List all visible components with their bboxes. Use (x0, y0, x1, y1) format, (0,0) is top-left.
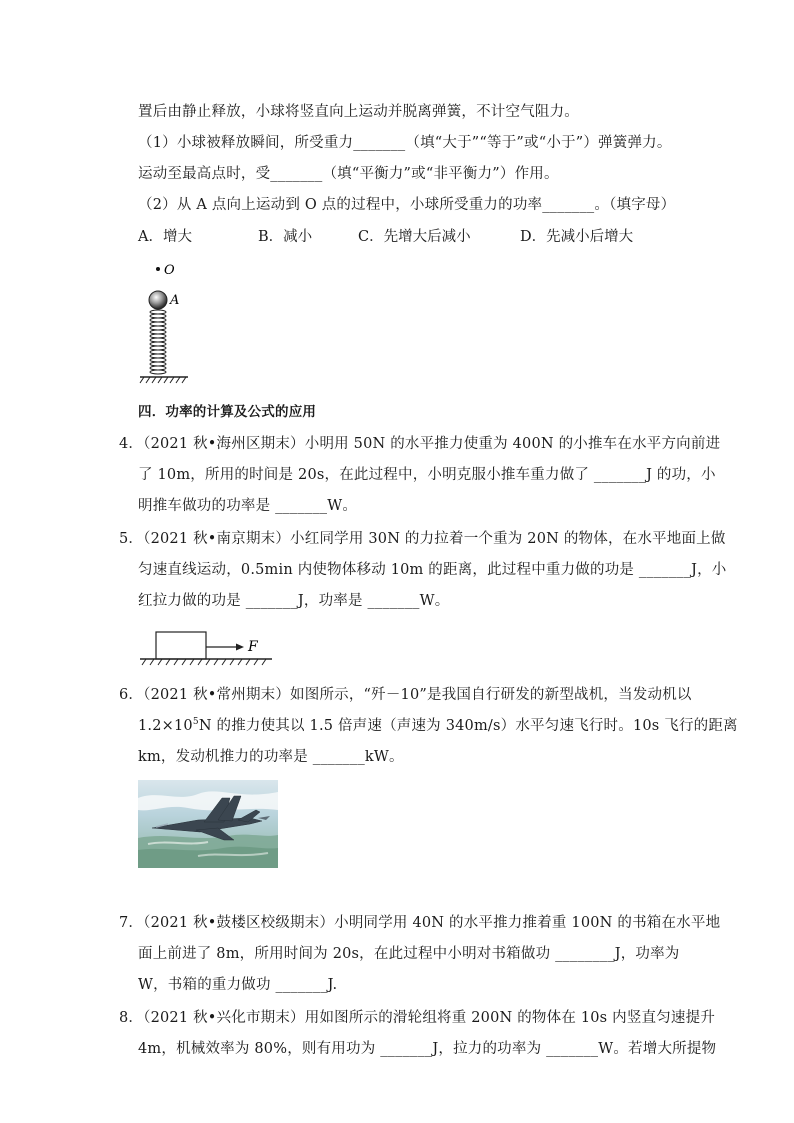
prev-line-1: 置后由静止释放，小球将竖直向上运动并脱离弹簧，不计空气阻力。 (138, 104, 579, 120)
prev-question-1b: 运动至最高点时，受_______（填“平衡力”或“非平衡力”）作用。 (138, 166, 559, 182)
q7-line-2: 面上前进了 8m，所用时间为 20s，在此过程中小明对书箱做功 ________J，功率为 (138, 946, 680, 962)
q4-line-3: 明推车做功的功率是 _______W。 (138, 498, 358, 514)
prev-question-2: （2）从 A 点向上运动到 O 点的过程中，小球所受重力的功率_______。（填字母） (138, 197, 676, 213)
q4-line-1: 4．（2021 秋•海州区期末）小明用 50N 的水平推力使重为 400N 的小推车在水平方向前进 (119, 436, 721, 452)
q8-line-2: 4m，机械效率为 80%，则有用功为 _______J，拉力的功率为 _______W。若增大所提物 (138, 1041, 717, 1057)
q6-line-3: km，发动机推力的功率是 _______kW。 (138, 749, 404, 765)
q7-line-3: W，书箱的重力做功 _______J. (138, 977, 338, 993)
q5-line-2: 匀速直线运动，0.5min 内使物体移动 10m 的距离，此过程中重力做的功是 _______J，小 (138, 562, 727, 578)
fighter-jet-image (138, 780, 278, 868)
block-force-figure (138, 624, 278, 668)
spring-ball-figure (136, 258, 200, 384)
q7-line-1: 7．（2021 秋•鼓楼区校级期末）小明同学用 40N 的水平推力推着重 100N 的书箱在水平地 (119, 915, 721, 931)
q6-line-2-post: N 的推力使其以 1.5 倍声速（声速为 340m/s）水平匀速飞行时。10s 飞行的距离 (198, 718, 738, 734)
q4-line-2: 了 10m，所用的时间是 20s，在此过程中，小明克服小推车重力做了 _______J 的功，小 (138, 467, 716, 483)
point-a-label: A (170, 293, 180, 308)
option-b: B．减小 (258, 229, 313, 245)
option-a: A．增大 (138, 229, 192, 245)
force-f-label: F (248, 639, 258, 655)
q6-line-2-pre: 1.2×10 (138, 718, 193, 734)
q5-line-1: 5．（2021 秋•南京期末）小红同学用 30N 的力拉着一个重为 20N 的物体，在水平地面上做 (119, 531, 726, 547)
q8-line-1: 8．（2021 秋•兴化市期末）用如图所示的滑轮组将重 200N 的物体在 10s 内竖直匀速提升 (119, 1010, 716, 1026)
q6-line-2 (138, 716, 738, 736)
option-d: D．先减小后增大 (520, 229, 634, 245)
q5-line-3: 红拉力做的功是 _______J，功率是 _______W。 (138, 593, 450, 609)
section-title: 四．功率的计算及公式的应用 (138, 404, 317, 420)
q6-line-1: 6．（2021 秋•常州期末）如图所示，“歼－10”是我国自行研发的新型战机，当发动机以 (119, 687, 692, 703)
prev-question-1a: （1）小球被释放瞬间，所受重力_______（填“大于”“等于”或“小于”）弹簧弹力。 (138, 135, 672, 151)
q6-exponent: 5 (192, 717, 199, 727)
point-o-label: O (164, 263, 175, 278)
option-c: C．先增大后减小 (358, 229, 471, 245)
